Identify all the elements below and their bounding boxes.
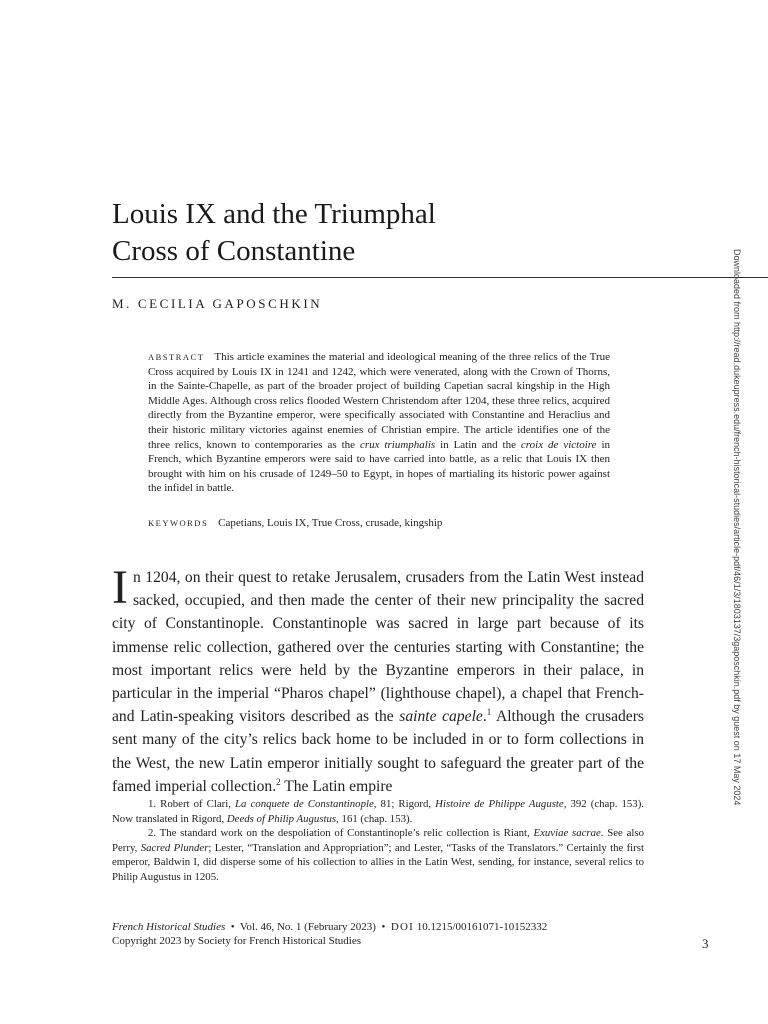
title-line-2: Cross of Constantine [112, 235, 356, 267]
body-text: Although the crusaders sent many of the city’s relics back home to be included in or to form collections in the West, the new Latin emperor initially sought to safeguard the greater part of the famed imperial collection. [112, 708, 644, 795]
footnote-text: 2. The standard work on the despoliation of Constantinople’s relic collection is Riant, [148, 827, 534, 839]
footnote-emphasis: Deeds of Philip Augustus [226, 812, 337, 825]
footnote-ref-1[interactable]: 1 [486, 707, 492, 718]
doi-value[interactable]: 10.1215/00161071-10152332 [413, 921, 548, 933]
footnote-emphasis: Histoire de Philippe Auguste [435, 798, 564, 810]
body-emphasis: sainte capele [399, 708, 483, 726]
footnote-emphasis: Sacred Plunder [140, 841, 209, 854]
keywords-label: KEYWORDS [148, 518, 209, 528]
journal-name: French Historical Studies [112, 921, 226, 933]
author-name: M. CECILIA GAPOSCHKIN [112, 296, 323, 311]
footnote-1 [112, 797, 644, 826]
abstract-emphasis: crux triumphalis [359, 438, 436, 451]
abstract-emphasis: croix de victoire [520, 438, 597, 451]
title-rule [112, 277, 768, 278]
body-text: n 1204, on their quest to retake Jerusalem, crusaders from the Latin West instead sacked, occupied, and then made the center of their new principality the sacred city of Constantinople. Constantinople was sacred in large part because of its immense relic collection, gathered over the centuries starting with Constantine; the most important relics were held by the Byzantine emperors in their palace, in particular in the imperial “Pharos chapel” (lighthouse chapel), a chapel that French- and Latin-speaking visitors described as the [112, 569, 644, 726]
footnote-2 [112, 826, 644, 884]
body-paragraph [112, 561, 644, 798]
article-title [112, 196, 672, 270]
abstract-label: ABSTRACT [148, 352, 205, 362]
footnote-text: ; Lester, “Translation and Appropriation”; and Lester, “Tasks of the Translators.” Certainly the first emperor, Baldwin I, did disperse some of his collection to allies in the Latin West, sending, for instance, several relics to Philip Augustus in 1205. [112, 841, 644, 883]
keywords [148, 516, 610, 531]
abstract-text: This article examines the material and ideological meaning of the three relics of the True Cross acquired by Louis IX in 1241 and 1242, which were venerated, along with the Crown of Thorns, in the Sainte-Chapelle, as part of the broader project of building Capetian sacral kingship in the High Middle Ages. Although cross relics flooded Western Christendom after 1204, these three relics, acquired directly from the Byzantine emperor, were specifically associated with Constantine and Heraclius and their historic military victories against enemies of Christian empire. The article identifies one of the three relics, known to contemporaries as the [148, 351, 610, 451]
issue-info: • Vol. 46, No. 1 (February 2023) • [225, 921, 391, 933]
footnote-emphasis: Exuviae sacrae [533, 827, 601, 839]
title-line-1: Louis IX and the Triumphal [112, 198, 436, 230]
footnote-text: , 81; Rigord, [373, 798, 436, 810]
footnote-ref-2[interactable]: 2 [276, 776, 281, 787]
abstract-text: in Latin and the [435, 438, 521, 451]
page-number: 3 [702, 936, 709, 951]
body-text: . [482, 708, 487, 726]
citation-line [112, 920, 712, 934]
doi-label: DOI [390, 921, 414, 933]
footnote-emphasis: La conquete de Constantinople [235, 798, 374, 810]
abstract-text: in French, which Byzantine emperors were said to have carried into battle, as a relic that Louis IX then brought with him on his crusade of 1249–50 to Egypt, in hopes of martialing its historic power against the infidel in battle. [148, 438, 610, 495]
body-text: The Latin empire [280, 777, 393, 795]
footnote-text: 1. Robert of Clari, [148, 798, 236, 810]
page-footer [112, 920, 712, 948]
download-watermark: Downloaded from http://read.dukeupress.edu/french-historical-studies/article-pdf/46/1/3/1803137/3gaposchkin.pdf by guest on 17 May 2024 [732, 249, 742, 806]
drop-cap: I [112, 561, 128, 614]
copyright-line: Copyright 2023 by Society for French Historical Studies [112, 935, 361, 947]
abstract [148, 350, 610, 496]
footnote-text: . See also Perry, [112, 827, 644, 854]
keywords-text: Capetians, Louis IX, True Cross, crusade, kingship [218, 517, 443, 529]
footnote-text: , 392 (chap. 153). Now translated in Rigord, [112, 798, 644, 825]
footnote-text: , 161 (chap. 153). [336, 812, 413, 825]
